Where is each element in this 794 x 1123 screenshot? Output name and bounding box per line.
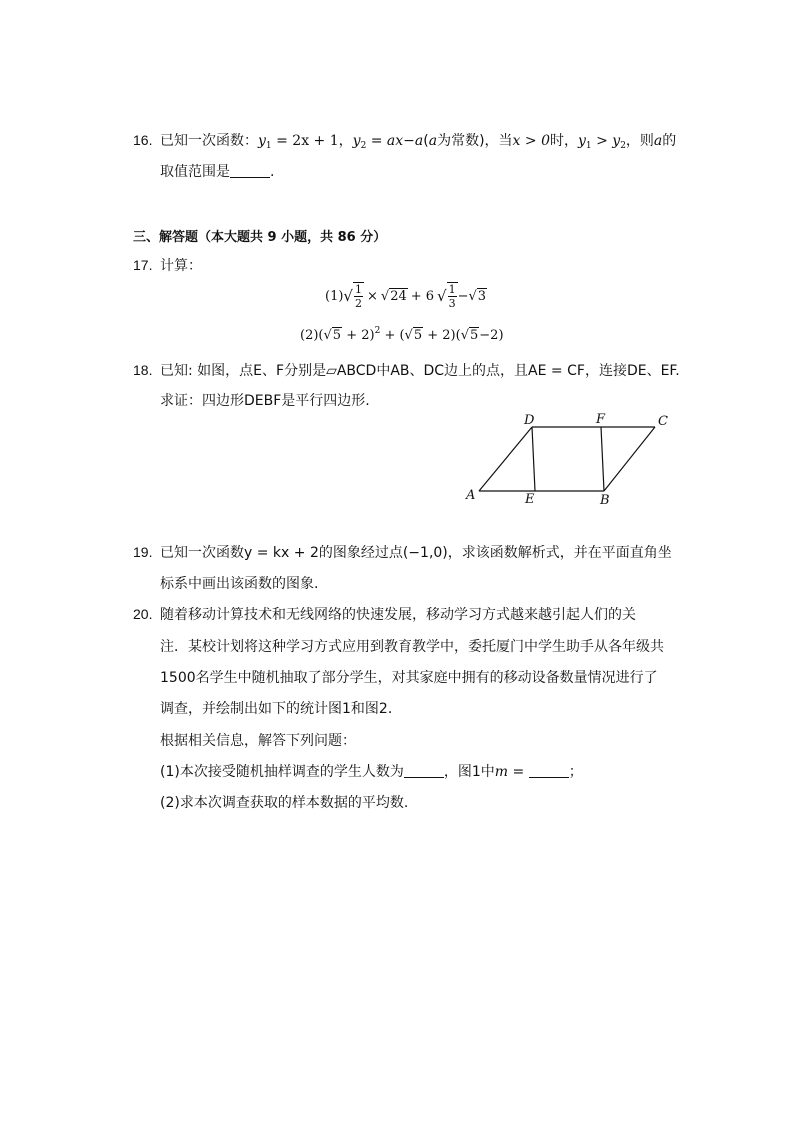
segment-bf	[601, 427, 604, 491]
q17-text: 计算：	[160, 258, 202, 274]
q16-cond-gt: > y	[591, 133, 621, 149]
q16-y2-sub: 2	[360, 141, 367, 151]
q16-y1-rhs: = 2x + 1，	[271, 133, 353, 149]
q20-number: 20.	[133, 606, 153, 622]
label-d: D	[524, 413, 535, 428]
q20-sub1-eq: =	[508, 764, 529, 780]
q20-line3: 1500名学生中随机抽取了部分学生，对其家庭中拥有的移动设备数量情况进行了	[160, 670, 658, 686]
q20-sub1-m: m	[494, 764, 509, 780]
q17-number: 17.	[133, 257, 153, 273]
label-b: B	[600, 493, 610, 508]
q17-expr1-plus: + 6	[410, 288, 435, 304]
side-ad	[479, 427, 532, 491]
q19-number: 19.	[133, 544, 153, 560]
q20-sub1-blank-count[interactable]	[404, 765, 444, 778]
q16-cond-y2-sub: 2	[620, 141, 626, 151]
q16-y2-note-open: (	[423, 133, 429, 149]
label-c: C	[658, 414, 668, 429]
q17-expr2-r5a: 5	[332, 328, 342, 343]
q17-expr1-sqrt-third: √ $\frac{1}{3}$	[437, 283, 456, 310]
q16-number: 16.	[133, 132, 153, 148]
side-cb	[604, 427, 655, 491]
q19-line1: 已知一次函数y = kx + 2的图象经过点(−1,0)，求该函数解析式，并在平面直角坐	[160, 545, 672, 561]
q17-expr2: $(2)(√5 + 2)^2 + (√5 + 2)(√5-2)$	[300, 326, 504, 343]
q16-y2-note: 为常数)，当	[437, 133, 513, 149]
q18-number: 18.	[133, 362, 153, 378]
q17-expr1-r24: 24	[390, 289, 407, 304]
label-f: F	[596, 412, 606, 427]
q17-expr1-f1-num: 1	[354, 283, 362, 296]
q17-expr2-r5c: 5	[470, 328, 479, 343]
q20-sub1-blank-m[interactable]	[529, 765, 569, 778]
q16-y2-rhs: = ax−a	[366, 133, 424, 149]
q17-expr1-r3: 3	[477, 289, 487, 304]
q17-expr1-f2-num: 1	[448, 283, 456, 296]
q19-line2: 标系中画出该函数的图象.	[160, 576, 319, 592]
q17-expr2-r5b: 5	[413, 328, 423, 343]
label-a: A	[466, 488, 476, 503]
q16-y1-var: y	[258, 133, 266, 149]
q16-line2-end: .	[270, 164, 275, 180]
q17-expr2-part2: + (	[380, 328, 405, 343]
q16-line2	[160, 161, 274, 181]
q16-y1-sub: 1	[265, 141, 272, 151]
q18-parallelogram-diagram	[460, 408, 680, 508]
q17-expr1: (1) √ $\frac{1}{2}$ × √ 24 + 6 √ $\frac{1}{3}$ − √ 3	[325, 283, 487, 310]
q18-line1: 已知: 如图，点E、F分别是▱ABCD中AB、DC边上的点，且AE = CF，连接DE、EF.	[160, 363, 680, 379]
q17-expr2-label: (2)(	[300, 328, 324, 343]
q20-sub1-prefix: (1)本次接受随机抽样调查的学生人数为	[160, 764, 404, 780]
q20-sub1-mid: ，图1中	[443, 764, 495, 780]
label-e: E	[525, 492, 535, 507]
q16-cond-a: a	[653, 133, 663, 149]
q17-expr1-times: ×	[366, 288, 378, 304]
q17-expr2-sq: 2	[374, 326, 381, 336]
q17-expr1-f1-den: 2	[354, 297, 362, 310]
q17-expr1-minus: −	[457, 288, 469, 304]
q16-cond-y1-sub: 1	[585, 141, 592, 151]
q16-cond-x: x > 0	[512, 133, 550, 149]
q16-line1	[160, 130, 676, 151]
q17-expr1-label: (1)	[325, 288, 344, 304]
q20-line5: 根据相关信息，解答下列问题：	[160, 733, 356, 749]
segment-de	[532, 427, 535, 491]
q16-line2-text: 取值范围是	[160, 164, 230, 180]
q20-line1: 随着移动计算技术和无线网络的快速发展，移动学习方式越来越引起人们的关	[160, 607, 636, 623]
q20-sub1-end: ；	[568, 764, 583, 780]
q16-cond-y1: y	[577, 133, 586, 149]
q16-cond-then: ，则	[625, 133, 654, 149]
q20-line4: 调查，并绘制出如下的统计图1和图2．	[160, 701, 402, 717]
q17-expr2-part4: −2)	[479, 328, 504, 343]
q16-cond-of: 的	[662, 133, 677, 149]
q17-expr2-part3: + 2)(	[423, 328, 461, 343]
q16-y2-note-a: a	[428, 133, 438, 149]
section3-title: 三、解答题（本大题共 9 小题，共 86 分）	[133, 230, 387, 245]
q18-line2: 求证：四边形DEBF是平行四边形.	[160, 393, 370, 409]
q20-line2: 注．某校计划将这种学习方式应用到教育教学中，委托厦门中学生助手从各年级共	[160, 639, 664, 655]
q17-expr2-part1: + 2)	[342, 328, 375, 343]
q16-prefix: 已知一次函数：	[160, 133, 258, 149]
q17-expr1-sqrt-half: √ $\frac{1}{2}$	[343, 283, 362, 310]
q16-cond-when: 时，	[549, 133, 578, 149]
q16-answer-blank[interactable]	[230, 165, 270, 178]
q20-sub1	[160, 761, 583, 781]
q16-y2-var: y	[352, 133, 361, 149]
q20-sub2: (2)求本次调查获取的样本数据的平均数.	[160, 795, 409, 811]
q17-expr1-f2-den: 3	[448, 297, 456, 310]
